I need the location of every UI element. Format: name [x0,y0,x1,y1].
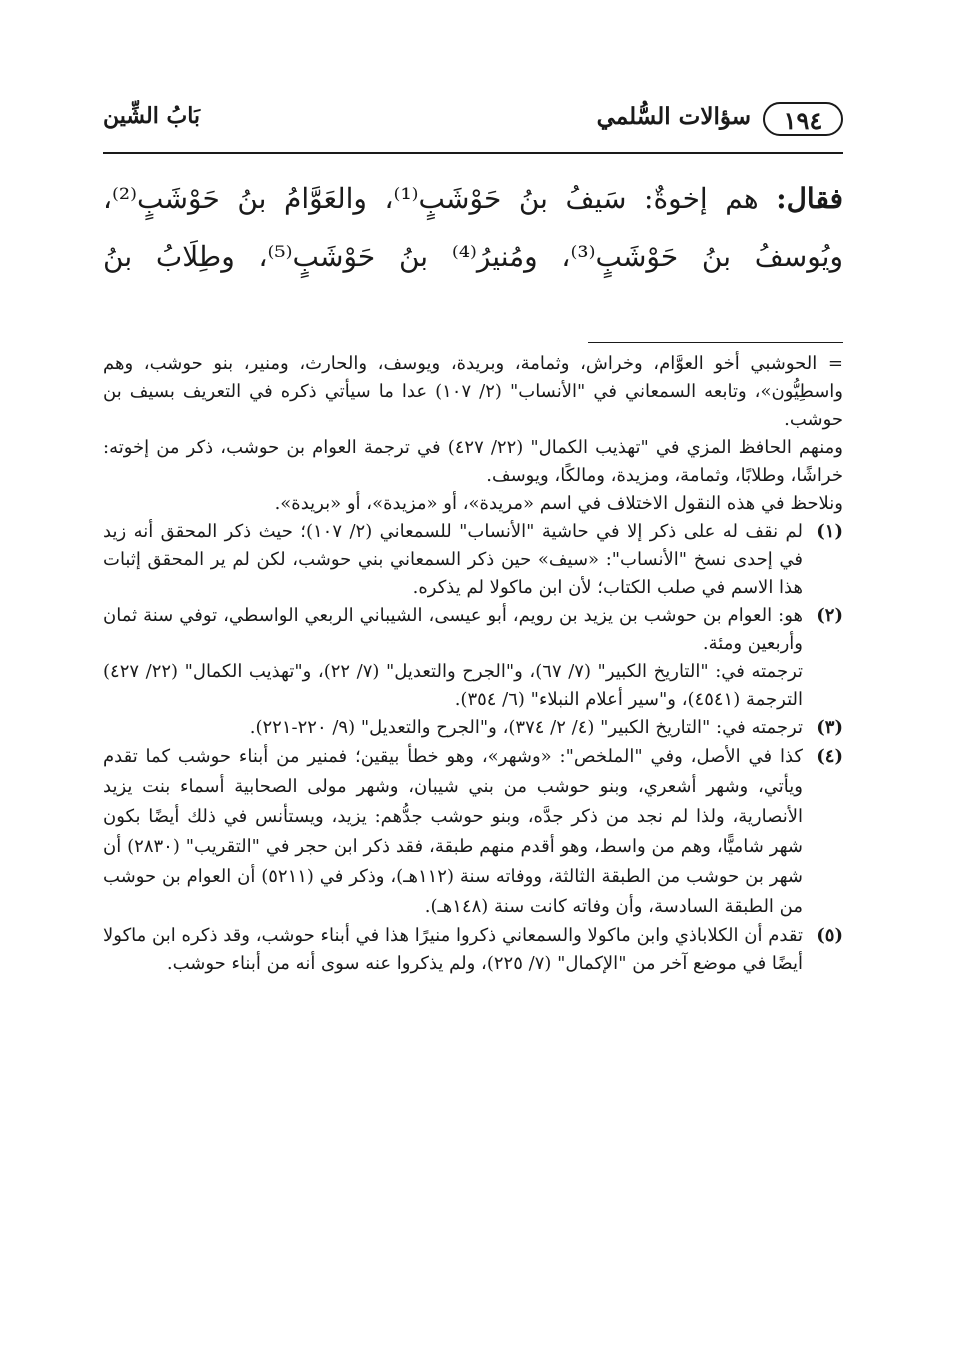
running-header [103,100,843,142]
footnote-continuation-1: = الحوشبي أخو العوَّام، وخراش، وثمامة، وبريدة، ويوسف، والحارث، ومنير، بنو حوشب، وهم واسطِيُّون»، وتابعه السمعاني في "الأنساب" (٢/ ١٠٧) عدا ما سيأتي ذكره في التعريف بسيف بن حوشب. [103,353,843,430]
footnote-5-marker: (٥) [816,925,843,946]
footnote-2-para-1: هو: العوام بن حوشب بن يزيد بن رويم، أبو عيسى، الشيباني الربعي الواسطي، توفي سنة ثمان وأربعين ومئة. [103,605,803,654]
book-title: سؤالات السُّلمي [596,103,751,130]
footnotes [103,350,843,978]
footnote-1-marker: (١) [816,521,843,542]
footnote-1-para: لم نقف له على ذكر إلا في حاشية "الأنساب" للسمعاني (٢/ ١٠٧)؛ حيث ذكر المحقق أنه زيد في إحدى نسخ "الأنساب": «سيف» حين ذكر السمعاني بني حوشب، لكن لم ير المحقق إثبات هذا الاسم في صلب الكتاب؛ لأن ابن ماكولا لم يذكره. [103,521,803,598]
lead-word: فقال: [776,182,843,215]
page-number-badge: ١٩٤ [763,102,843,136]
main-line-2: ويُوسفُ بنُ حَوْشَبٍ⁽³⁾، ومُنيرُ⁽⁴⁾ بنُ حَوْشَبٍ⁽⁵⁾، وطِلَابُ بنُ [103,240,843,273]
footnote-5-para: تقدم أن الكلاباذي وابن ماكولا والسمعاني ذكروا منيرًا هذا في أبناء حوشب، وقد ذكره ابن ماكولا أيضًا في موضع آخر من "الإكمال" (٧/ ٢٢٥)، ولم يذكروا عنه سوى أنه من أبناء حوشب. [103,925,803,974]
footnote-2 [103,602,843,714]
footnote-3-marker: (٣) [816,717,843,738]
footnote-5 [103,922,843,978]
footnote-1-text [103,518,803,602]
footnote-2-marker: (٢) [816,605,843,626]
footnote-1 [103,518,843,602]
main-line-1 [103,170,843,228]
footnote-4-marker: (٤) [816,746,843,767]
footnote-4 [103,742,843,922]
footnote-3-para: ترجمته في: "التاريخ الكبير" (٤/ ٢/ ٣٧٤)، و"الجرح والتعديل" (٩/ ٢٢٠-٢٢١). [249,717,803,738]
footnote-4-para: كذا في الأصل، وفي "الملخص": «وشهر»، وهو خطأ بيقين؛ فمنير من أبناء حوشب كما تقدم ويأتي، وشهر أشعري، وبنو حوشب من بني شيبان، وشهر مولى الصحابية أسماء بنت يزيد الأنصارية، ولذا لم نجد من ذكر جدَّه، وبنو حوشب جدُّهم: يزيد، ويستأنس في ذلك أيضًا بكون شهر شاميًّا، وهم من واسط، وهو أقدم منهم طبقة، فقد ذكر ابن حجر في "التقريب" (٢٨٣٠) أن شهر بن حوشب من الطبقة الثالثة، ووفاته سنة (١١٢هـ)، وذكر في (٥٢١١) أن العوام بن حوشب من الطبقة السادسة، وأن وفاته كانت سنة (١٤٨هـ). [103,746,804,917]
footnote-2-para-2: ترجمته في: "التاريخ الكبير" (٧/ ٦٧)، و"الجرح والتعديل" (٧/ ٢٢)، و"تهذيب الكمال" (٢٢/ ٤٢٧) الترجمة (٤٥٤١)، و"سير أعلام النبلاء" (٦/ ٣٥٤). [103,661,804,710]
header-rule [103,152,843,154]
footnote-3 [103,714,843,742]
footnote-separator [588,342,843,343]
footnote-4-text [103,742,803,922]
footnote-3-text [103,714,803,742]
footnote-continuation-3: ونلاحظ في هذه النقول الاختلاف في اسم «مريدة»، أو «مزيدة»، أو «بريدة». [274,493,843,514]
footnote-2-text [103,602,803,714]
main-text [103,170,843,286]
chapter-title: بَابُ الشِّين [103,103,201,129]
main-line-1-text: هم إخوةٌ: سَيفُ بنُ حَوْشَبٍ⁽¹⁾، والعَوَّامُ بنُ حَوْشَبٍ⁽²⁾، [103,182,759,215]
footnote-continuation-2: ومنهم الحافظ المزي في "تهذيب الكمال" (٢٢/ ٤٢٧) في ترجمة العوام بن حوشب، ذكر من إخوته: خراشًا، وطلابًا، وثمامة، ومزيدة، ومالكًا، ويوسف. [103,437,843,486]
footnote-5-text [103,922,803,978]
